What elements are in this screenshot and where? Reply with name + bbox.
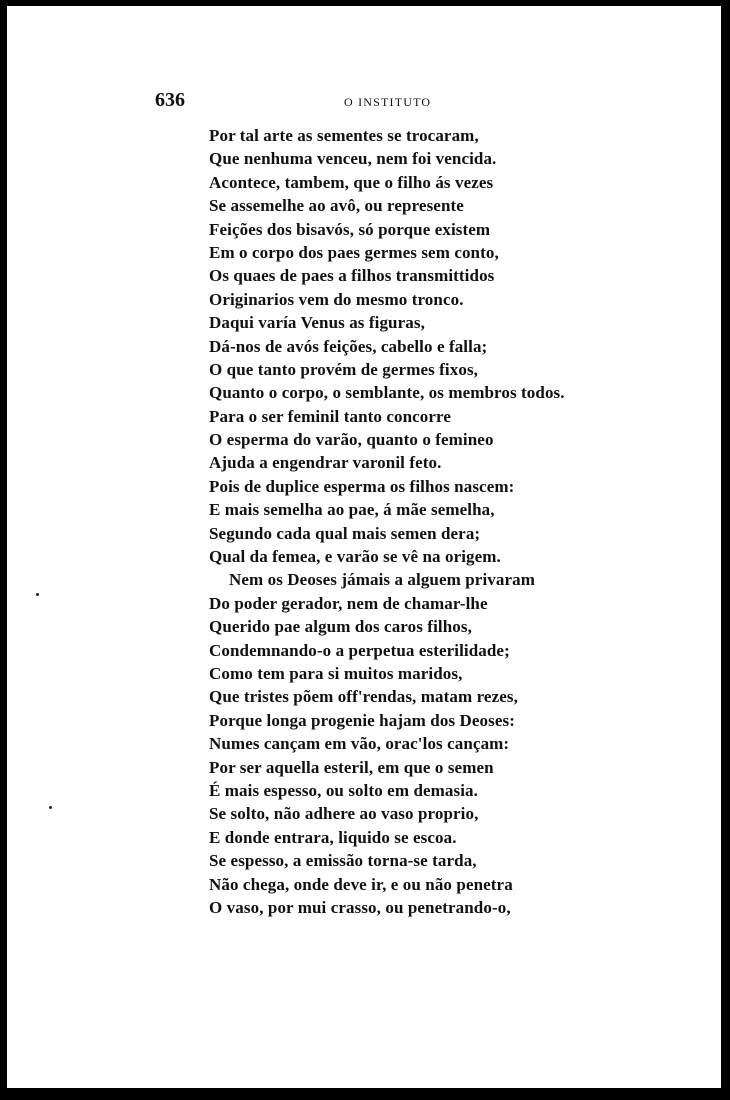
poem-line: Qual da femea, e varão se vê na origem. [209, 547, 501, 567]
poem-line: Se assemelhe ao avô, ou represente [209, 196, 464, 216]
poem-line: Não chega, onde deve ir, e ou não penetra [209, 874, 513, 894]
book-page [7, 6, 721, 1088]
poem-line: O esperma do varão, quanto o femineo [209, 430, 494, 450]
poem-line-indented: Nem os Deoses jámais a alguem privaram [229, 570, 535, 590]
poem-line: Daqui varía Venus as figuras, [209, 313, 425, 333]
poem-line: Porque longa progenie hajam dos Deoses: [209, 710, 515, 730]
running-title: O INSTITUTO [344, 95, 432, 109]
poem-line: E donde entrara, liquido se escoa. [209, 827, 457, 847]
scan-speck [36, 593, 39, 596]
poem-line: Os quaes de paes a filhos transmittidos [209, 266, 495, 286]
scan-border [721, 0, 730, 1100]
poem-line: Como tem para si muitos maridos, [209, 663, 463, 683]
poem-line: É mais espesso, ou solto em demasia. [209, 780, 478, 800]
poem-line: O que tanto provém de germes fixos, [209, 359, 479, 379]
poem-line: Para o ser feminil tanto concorre [209, 406, 452, 426]
poem-line: Se espesso, a emissão torna-se tarda, [209, 851, 477, 871]
poem-line: Numes cançam em vão, orac'los cançam: [209, 734, 510, 754]
poem-line: Querido pae algum dos caros filhos, [209, 617, 472, 637]
poem-line: Dá-nos de avós feições, cabello e falla; [209, 336, 488, 356]
page-header [7, 89, 721, 113]
poem-line: Condemnando-o a perpetua esterilidade; [209, 640, 510, 660]
poem-line: O vaso, por mui crasso, ou penetrando-o, [209, 897, 511, 917]
poem-line: Por ser aquella esteril, em que o semen [209, 757, 494, 777]
poem-line: Segundo cada qual mais semen dera; [209, 523, 481, 543]
poem-text [209, 124, 709, 919]
poem-line: Que tristes põem off'rendas, matam rezes, [209, 687, 518, 707]
poem-line: Que nenhuma venceu, nem foi vencida. [209, 149, 497, 169]
poem-line: Feições dos bisavós, só porque existem [209, 219, 491, 239]
scan-speck [49, 806, 52, 809]
poem-line: Quanto o corpo, o semblante, os membros todos. [209, 383, 565, 403]
poem-line: Se solto, não adhere ao vaso proprio, [209, 804, 479, 824]
poem-line: Por tal arte as sementes se trocaram, [209, 126, 479, 145]
poem-line: Ajuda a engendrar varonil feto. [209, 453, 442, 473]
poem-line: Pois de duplice esperma os filhos nascem: [209, 476, 515, 496]
poem-line: Originarios vem do mesmo tronco. [209, 289, 464, 309]
poem-line: Em o corpo dos paes germes sem conto, [209, 242, 499, 262]
poem-line: E mais semelha ao pae, á mãe semelha, [209, 500, 495, 520]
poem-line: Acontece, tambem, que o filho ás vezes [209, 172, 494, 192]
page-number: 636 [155, 89, 185, 111]
poem-line: Do poder gerador, nem de chamar-lhe [209, 593, 488, 613]
